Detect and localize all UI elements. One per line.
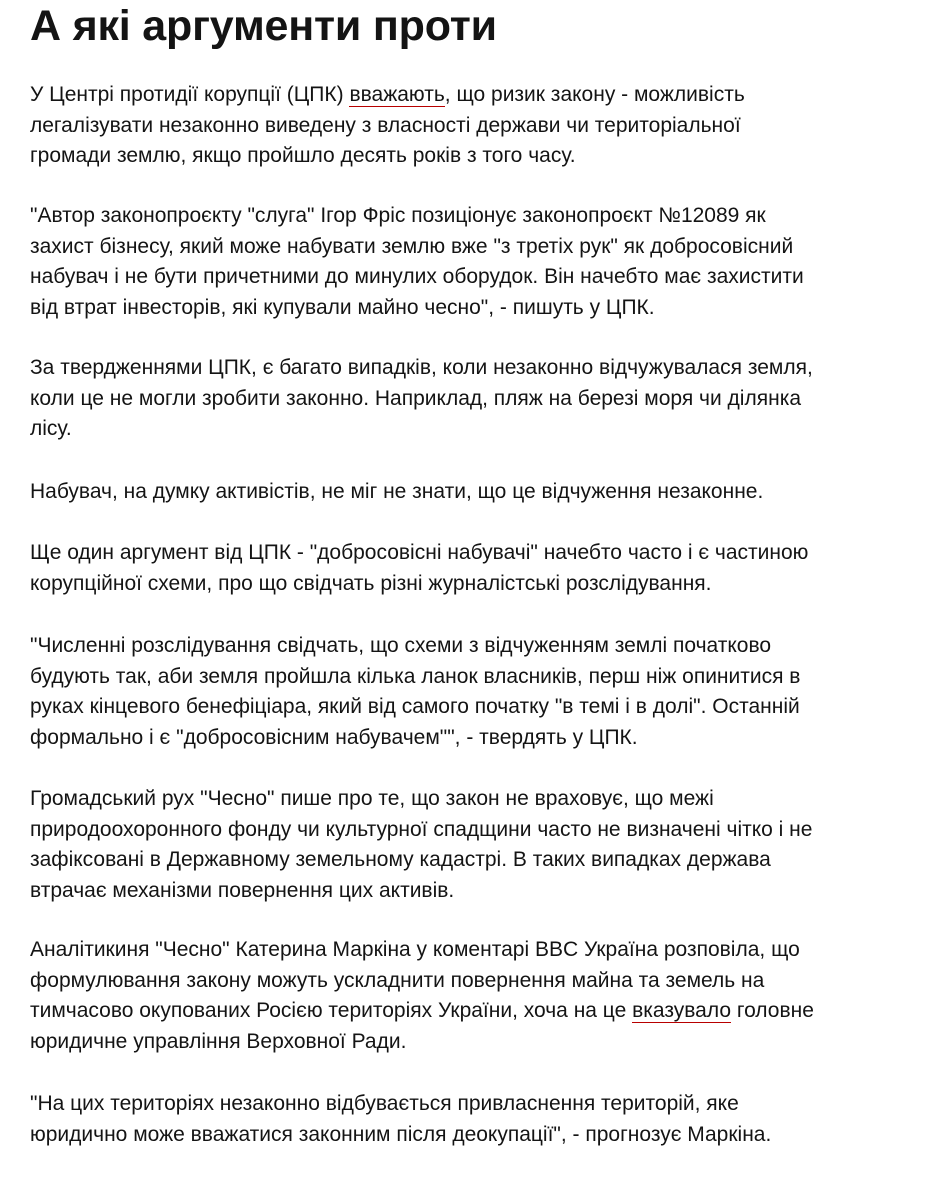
paragraph-line: Набувач, на думку активістів, не міг не знати, що це відчуження незаконне.: [30, 480, 764, 503]
paragraph-line: "Численні розслідування свідчать, що схеми з відчуженням землі початково: [30, 634, 772, 657]
paragraph-line: Ще один аргумент від ЦПК - "добросовісні набувачі" начебто часто і є частиною: [30, 541, 809, 564]
paragraph-line: зафіксовані в Державному земельному кадастрі. В таких випадках держава: [30, 848, 771, 871]
paragraph-line: Аналітикиня "Чесно" Катерина Маркіна у коментарі BBC Україна розповіла, що: [30, 938, 800, 961]
paragraph-line: "Автор законопроєкту "слуга" Ігор Фріс позиціонує законопроєкт №12089 як: [30, 204, 766, 227]
paragraph-3: [30, 353, 813, 445]
paragraph-line: втрачає механізми повернення цих активів.: [30, 878, 455, 902]
paragraph-line: Громадський рух "Чесно" пише про те, що закон не враховує, що межі: [30, 787, 714, 810]
paragraph-line: формально і є "добросовісним набувачем"", - твердять у ЦПК.: [30, 725, 638, 749]
paragraph-line: "На цих територіях незаконно відбувається привласнення територій, яке: [30, 1092, 739, 1115]
paragraph-7: [30, 784, 812, 906]
article-body: [30, 0, 900, 1146]
paragraph-5: [30, 538, 808, 599]
paragraph-line: природоохоронного фонду чи культурної спадщини часто не визначені чітко і не: [30, 817, 813, 841]
paragraph-line: будують так, аби земля пройшла кілька ланок власників, перш ніж опинитися в: [30, 664, 801, 688]
paragraph-8: [30, 935, 814, 1057]
paragraph-line: коли це не могли зробити законно. Наприклад, пляж на березі моря чи ділянка: [30, 386, 802, 410]
paragraph-line: набувач і не бути причетними до минулих оборудок. Він начебто має захистити: [30, 265, 804, 288]
paragraph-2: [30, 201, 804, 323]
section-heading: А які аргументи проти: [30, 2, 497, 50]
paragraph-9: [30, 1089, 771, 1150]
paragraph-1: [30, 80, 745, 172]
vkazuvalo-link[interactable]: вказувало: [632, 999, 732, 1022]
paragraph-line: юридичне управління Верховної Ради.: [30, 1029, 407, 1053]
paragraph-line: від втрат інвесторів, які купували майно чесно", - пишуть у ЦПК.: [30, 295, 655, 319]
paragraph-line: тимчасово окупованих Росією територіях України, хоча на це вказувало головне: [30, 999, 814, 1022]
vvazhayut-link[interactable]: вважають: [349, 83, 445, 106]
paragraph-line: громади землю, якщо пройшло десять років з того часу.: [30, 144, 576, 167]
paragraph-line: У Центрі протидії корупції (ЦПК) вважають, що ризик закону - можливість: [30, 83, 745, 106]
paragraph-line: легалізувати незаконно виведену з власності держави чи територіальної: [30, 113, 741, 137]
paragraph-line: юридично може вважатися законним після деокупації", - прогнозує Маркіна.: [30, 1122, 772, 1146]
paragraph-6: [30, 631, 800, 753]
paragraph-line: корупційної схеми, про що свідчать різні журналістські розслідування.: [30, 571, 712, 595]
paragraph-line: лісу.: [30, 417, 72, 440]
paragraph-line: руках кінцевого бенефіціара, який від самого початку "в темі і в долі". Останній: [30, 695, 800, 718]
paragraph-line: захист бізнесу, який може набувати землю вже "з третіх рук" як добросовісний: [30, 234, 794, 258]
paragraph-line: За твердженнями ЦПК, є багато випадків, коли незаконно відчужувалася земля,: [30, 356, 813, 379]
paragraph-line: формулювання закону можуть ускладнити повернення майна та земель на: [30, 968, 765, 992]
paragraph-4: [30, 477, 763, 508]
